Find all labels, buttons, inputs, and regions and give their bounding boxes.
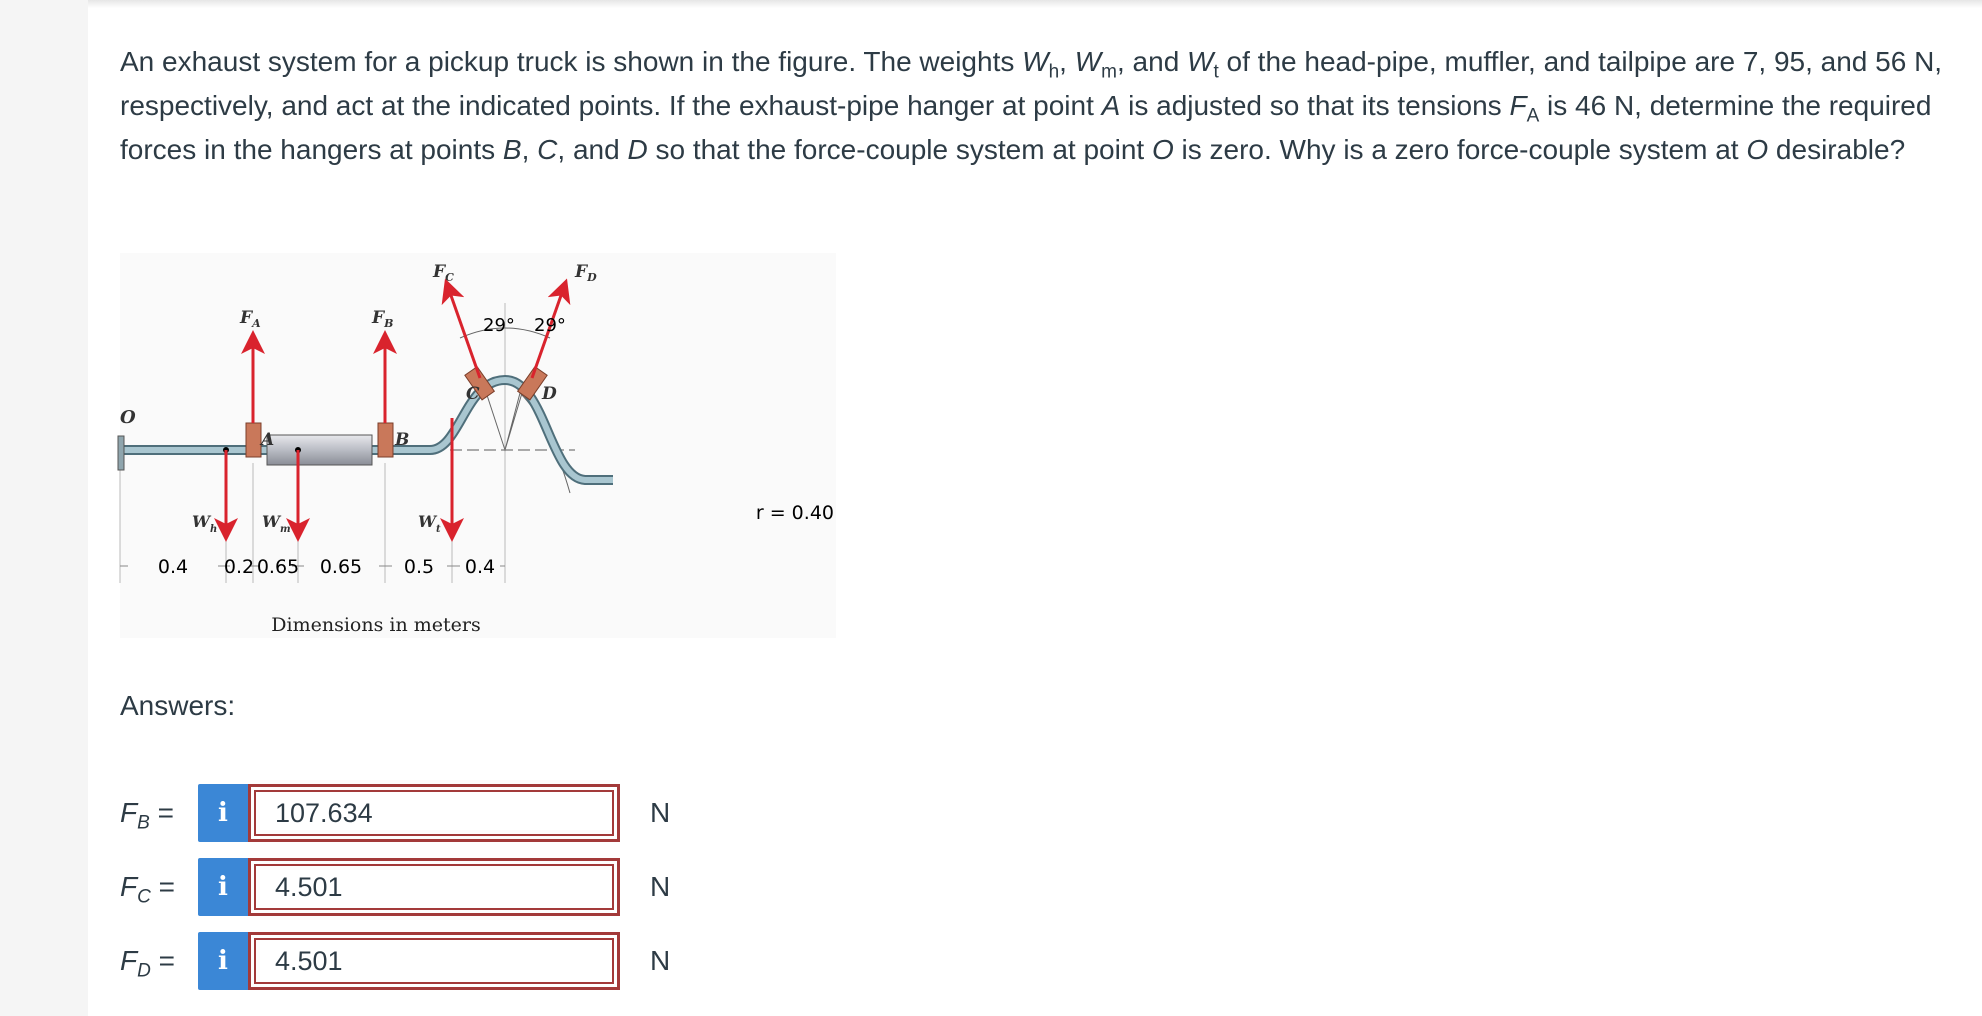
top-shadow: [0, 0, 1982, 8]
label-fb: $F_B$: [372, 308, 394, 330]
unit-label: N: [650, 945, 671, 976]
dim-mb: 0.65: [319, 556, 363, 578]
fd-answer-input[interactable]: 4.501: [248, 932, 620, 990]
label-wm: $W_m$: [262, 512, 291, 535]
angle-c-label: 29°: [483, 315, 515, 336]
unit-label: N: [650, 797, 671, 828]
radius-label: r = 0.40: [755, 502, 834, 524]
answer-label-fc: $F_C$ =: [120, 871, 175, 908]
answer-label-fb: $F_B$ =: [120, 797, 174, 834]
muffler: [267, 435, 372, 465]
hanger-a: [246, 423, 261, 457]
unit-label: N: [650, 871, 671, 902]
dim-am: 0.65: [256, 556, 300, 578]
fb-answer-input[interactable]: 107.634: [248, 784, 620, 842]
answer-label-fd: $F_D$ =: [120, 945, 175, 982]
info-icon[interactable]: i: [198, 932, 248, 990]
fc-answer-input[interactable]: 4.501: [248, 858, 620, 916]
label-c: C: [466, 384, 480, 404]
figure-caption: Dimensions in meters: [271, 614, 481, 636]
info-icon[interactable]: i: [198, 858, 248, 916]
label-a: A: [261, 430, 275, 450]
label-b: B: [395, 430, 410, 450]
radius-leader: [520, 393, 570, 493]
label-fa: $F_A$: [240, 308, 261, 330]
dim-ha: 0.2: [223, 556, 255, 578]
dim-bt: 0.5: [403, 556, 435, 578]
label-o: O: [120, 407, 136, 428]
label-wh: $W_h$: [192, 512, 218, 535]
left-gutter: [0, 0, 88, 1016]
answer-row-fd: [120, 932, 670, 990]
label-d: D: [542, 384, 557, 404]
info-icon[interactable]: i: [198, 784, 248, 842]
label-fc: $F_C$: [433, 262, 454, 284]
dim-tc: 0.4: [464, 556, 496, 578]
angle-d-label: 29°: [534, 315, 566, 336]
hanger-b: [378, 423, 393, 457]
flange-o: [118, 436, 124, 470]
exhaust-system-figure: [120, 253, 836, 638]
label-wt: $W_t$: [418, 512, 441, 535]
answer-row-fc: [120, 858, 670, 916]
label-fd: $F_D$: [575, 262, 597, 284]
dim-oh: 0.4: [157, 556, 189, 578]
answer-row-fb: [120, 784, 670, 842]
answers-label: Answers:: [120, 690, 236, 721]
question-text: An exhaust system for a pickup truck is shown in the figure. The weights $W_h$, $W_m$, and $W_t$ of the head-pipe, muffler, and tailpipe are 7, 95, and 56 N, respectively, and act at the indicated points. If the exhaust-pipe hanger at point A is adjusted so that its tensions $F_A$ is 46 N, determine the required forces in the hangers at points B, C, and D so that the force-couple system at point O is zero. Why is a zero force-couple system at O desirable?: [120, 46, 1943, 165]
